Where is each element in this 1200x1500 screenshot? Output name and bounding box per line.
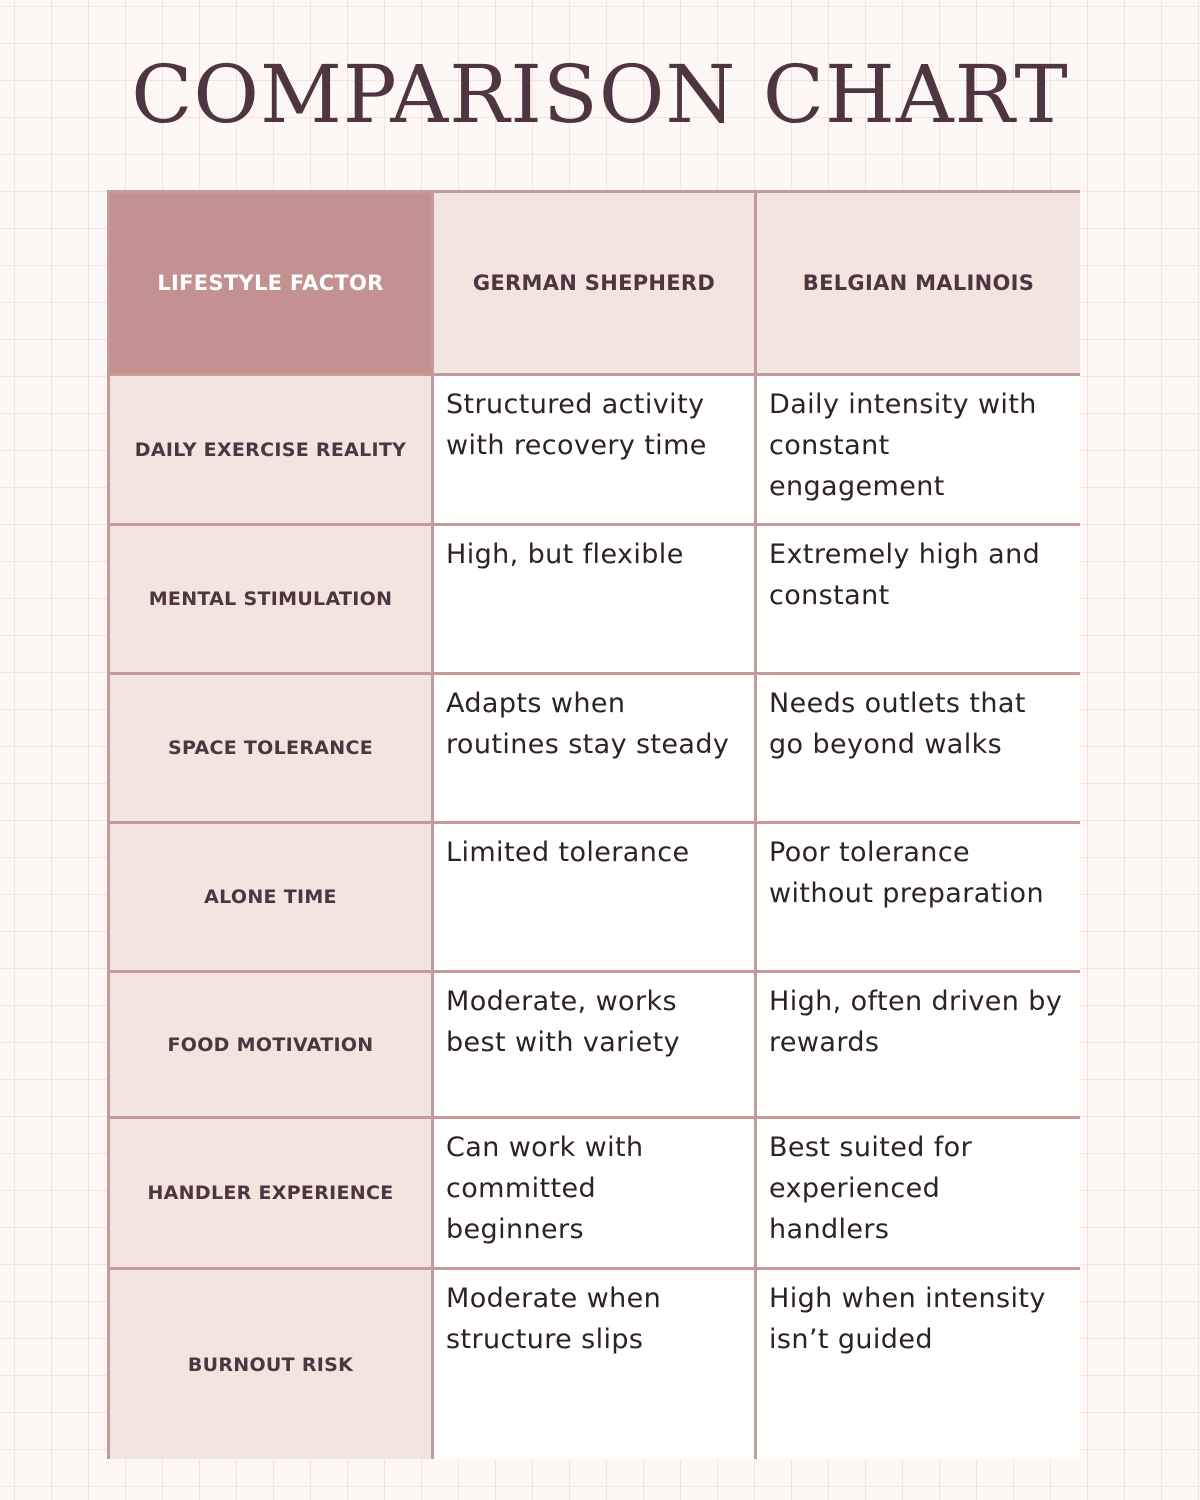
factor-alone-time: ALONE TIME xyxy=(110,824,434,973)
german-shepherd-daily-exercise: Structured activity with recovery time xyxy=(434,376,757,526)
header-belgian-malinois: BELGIAN MALINOIS xyxy=(757,193,1080,376)
belgian-malinois-handler-experience: Best suited for experienced handlers xyxy=(757,1119,1080,1270)
german-shepherd-mental-stimulation: High, but flexible xyxy=(434,526,757,675)
belgian-malinois-daily-exercise: Daily intensity with constant engagement xyxy=(757,376,1080,526)
comparison-table xyxy=(107,190,1080,1459)
belgian-malinois-burnout-risk: High when intensity isn’t guided xyxy=(757,1270,1080,1459)
german-shepherd-burnout-risk: Moderate when structure slips xyxy=(434,1270,757,1459)
german-shepherd-food-motivation: Moderate, works best with variety xyxy=(434,973,757,1119)
belgian-malinois-mental-stimulation: Extremely high and constant xyxy=(757,526,1080,675)
german-shepherd-space-tolerance: Adapts when routines stay steady xyxy=(434,675,757,824)
factor-burnout-risk: BURNOUT RISK xyxy=(110,1270,434,1459)
german-shepherd-alone-time: Limited tolerance xyxy=(434,824,757,973)
header-lifestyle-factor: LIFESTYLE FACTOR xyxy=(110,193,434,376)
factor-handler-experience: HANDLER EXPERIENCE xyxy=(110,1119,434,1270)
factor-mental-stimulation: MENTAL STIMULATION xyxy=(110,526,434,675)
page-title: COMPARISON CHART xyxy=(131,48,1069,141)
factor-daily-exercise-reality: DAILY EXERCISE REALITY xyxy=(110,376,434,526)
belgian-malinois-space-tolerance: Needs outlets that go beyond walks xyxy=(757,675,1080,824)
factor-space-tolerance: SPACE TOLERANCE xyxy=(110,675,434,824)
header-german-shepherd: GERMAN SHEPHERD xyxy=(434,193,757,376)
belgian-malinois-alone-time: Poor tolerance without preparation xyxy=(757,824,1080,973)
german-shepherd-handler-experience: Can work with committed beginners xyxy=(434,1119,757,1270)
factor-food-motivation: FOOD MOTIVATION xyxy=(110,973,434,1119)
belgian-malinois-food-motivation: High, often driven by rewards xyxy=(757,973,1080,1119)
